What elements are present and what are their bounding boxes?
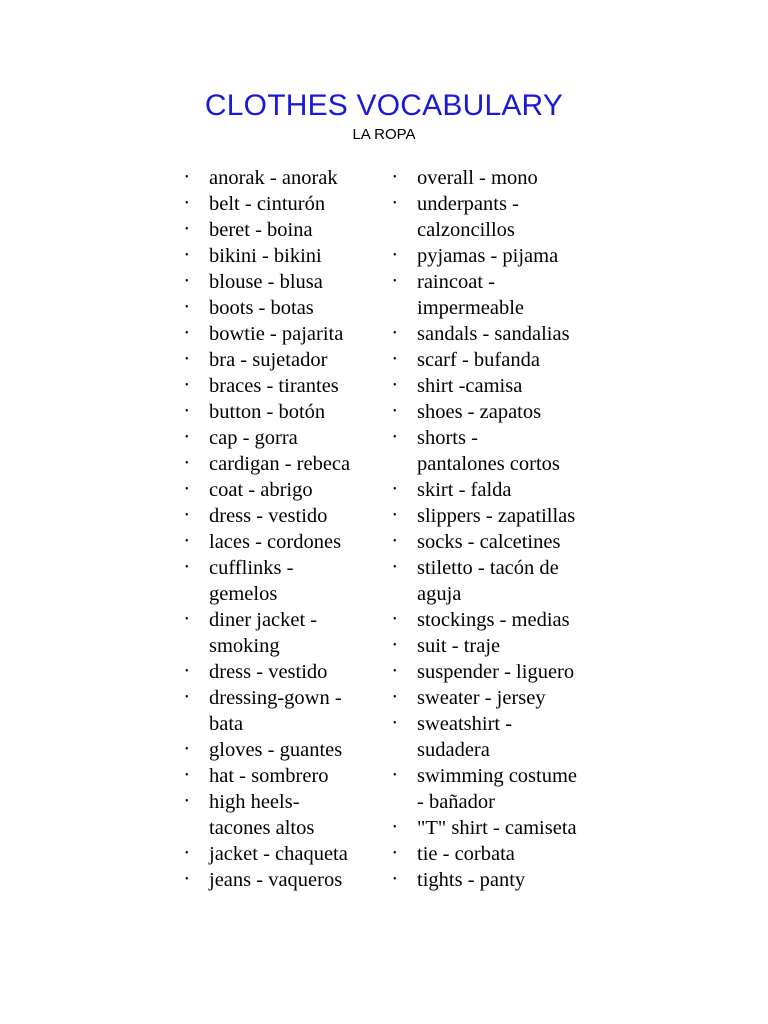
list-item-text: jacket - chaqueta [209,843,348,865]
list-item [185,867,379,893]
list-item-text: socks - calcetines [417,531,561,553]
list-item-text: pantalones cortos [417,453,560,475]
list-item [393,165,607,191]
bullet-icon: • [393,328,397,339]
list-item [393,815,607,841]
list-item [185,607,379,659]
page-subtitle: LA ROPA [352,126,416,143]
list-item [393,243,607,269]
list-item [185,763,379,789]
list-item [393,555,607,607]
list-item [393,685,607,711]
list-item-text: - bañador [417,791,495,813]
list-item [185,347,379,373]
list-item [393,373,607,399]
list-item-text: raincoat - [417,271,495,293]
list-item-text: tacones altos [209,817,315,839]
bullet-icon: • [185,406,189,417]
bullet-icon: • [185,874,189,885]
list-item-text: cufflinks - [209,557,294,579]
bullet-icon: • [393,562,397,573]
bullet-icon: • [393,354,397,365]
list-item [393,321,607,347]
list-item [393,425,607,477]
list-item [185,477,379,503]
bullet-icon: • [393,484,397,495]
bullet-icon: • [393,250,397,261]
bullet-icon: • [185,484,189,495]
list-item-text: jeans - vaqueros [209,869,343,891]
list-item [393,711,607,763]
list-item [393,607,607,633]
bullet-icon: • [393,718,397,729]
list-item [185,841,379,867]
bullet-icon: • [393,822,397,833]
list-item-text: shoes - zapatos [417,401,542,423]
list-item-text: bikini - bikini [209,245,322,267]
list-item-text: coat - abrigo [209,479,313,501]
list-item-text: tie - corbata [417,843,515,865]
bullet-icon: • [393,172,397,183]
list-item-text: shorts - [417,427,478,449]
bullet-icon: • [185,666,189,677]
list-item-text: blouse - blusa [209,271,323,293]
list-item [185,373,379,399]
bullet-icon: • [185,796,189,807]
list-item [185,685,379,737]
bullet-icon: • [185,198,189,209]
list-item [185,659,379,685]
list-item [185,555,379,607]
list-item [185,217,379,243]
list-item-text: gemelos [209,583,278,605]
list-item [185,399,379,425]
list-item [393,659,607,685]
list-item-text: bowtie - pajarita [209,323,344,345]
list-item-text: smoking [209,635,280,657]
list-item [185,243,379,269]
bullet-icon: • [185,250,189,261]
list-item [393,529,607,555]
list-item-text: swimming costume [417,765,578,787]
list-item-text: stockings - medias [417,609,570,631]
bullet-icon: • [393,432,397,443]
list-item-text: calzoncillos [417,219,515,241]
list-item-text: scarf - bufanda [417,349,540,371]
vocabulary-list-left [185,165,379,893]
list-item [393,633,607,659]
list-item-text: beret - boina [209,219,313,241]
list-item-text: skirt - falda [417,479,512,501]
list-item-text: slippers - zapatillas [417,505,576,527]
bullet-icon: • [185,458,189,469]
list-item [393,269,607,321]
list-item [185,295,379,321]
bullet-icon: • [185,510,189,521]
list-item-text: shirt -camisa [417,375,523,397]
list-item-text: sudadera [417,739,490,761]
list-item [393,503,607,529]
list-item [185,165,379,191]
bullet-icon: • [185,276,189,287]
list-item-text: tights - panty [417,869,526,891]
list-item [185,321,379,347]
list-item-text: suspender - liguero [417,661,575,683]
list-item-text: dress - vestido [209,661,328,683]
list-item [393,399,607,425]
list-item-text: boots - botas [209,297,314,319]
list-item-text: diner jacket - [209,609,318,631]
list-item-text: high heels- [209,791,300,813]
bullet-icon: • [185,432,189,443]
list-item [393,763,607,815]
list-item [185,737,379,763]
bullet-icon: • [393,380,397,391]
list-item [185,503,379,529]
bullet-icon: • [393,536,397,547]
list-item [393,867,607,893]
list-item-text: stiletto - tacón de [417,557,559,579]
bullet-icon: • [185,380,189,391]
bullet-icon: • [185,172,189,183]
bullet-icon: • [185,848,189,859]
list-item-text: sweatshirt - [417,713,513,735]
list-item-text: impermeable [417,297,525,319]
list-item [393,191,607,243]
bullet-icon: • [393,874,397,885]
list-item-text: laces - cordones [209,531,342,553]
list-item-text: bata [209,713,244,735]
list-item-text: bra - sujetador [209,349,328,371]
bullet-icon: • [393,770,397,781]
list-item [393,477,607,503]
bullet-icon: • [393,848,397,859]
list-item [185,191,379,217]
list-item-text: belt - cinturón [209,193,326,215]
list-item [185,451,379,477]
bullet-icon: • [185,692,189,703]
list-item [185,529,379,555]
list-item-text: aguja [417,583,462,605]
list-item-text: cap - gorra [209,427,298,449]
bullet-icon: • [185,562,189,573]
list-item-text: anorak - anorak [209,167,338,189]
list-item-text: sweater - jersey [417,687,546,709]
list-item [185,425,379,451]
list-item-text: sandals - sandalias [417,323,570,345]
list-item-text: cardigan - rebeca [209,453,351,475]
page-title: CLOTHES VOCABULARY [204,89,564,122]
bullet-icon: • [393,198,397,209]
list-item-text: overall - mono [417,167,538,189]
vocabulary-list-right [393,165,607,893]
list-item-text: dressing-gown - [209,687,342,709]
list-item [393,347,607,373]
list-item-text: underpants - [417,193,519,215]
list-item [185,269,379,295]
bullet-icon: • [393,666,397,677]
bullet-icon: • [393,640,397,651]
list-item [185,789,379,841]
list-item-text: dress - vestido [209,505,328,527]
bullet-icon: • [393,692,397,703]
bullet-icon: • [185,354,189,365]
bullet-icon: • [393,406,397,417]
list-item [393,841,607,867]
bullet-icon: • [393,276,397,287]
list-item-text: "T" shirt - camiseta [417,817,577,839]
list-item-text: suit - traje [417,635,501,657]
bullet-icon: • [393,614,397,625]
bullet-icon: • [185,536,189,547]
list-item-text: braces - tirantes [209,375,339,397]
bullet-icon: • [185,770,189,781]
bullet-icon: • [393,510,397,521]
bullet-icon: • [185,328,189,339]
bullet-icon: • [185,614,189,625]
list-item-text: pyjamas - pijama [417,245,559,267]
list-item-text: gloves - guantes [209,739,343,761]
bullet-icon: • [185,224,189,235]
bullet-icon: • [185,302,189,313]
list-item-text: hat - sombrero [209,765,329,787]
bullet-icon: • [185,744,189,755]
list-item-text: button - botón [209,401,326,423]
